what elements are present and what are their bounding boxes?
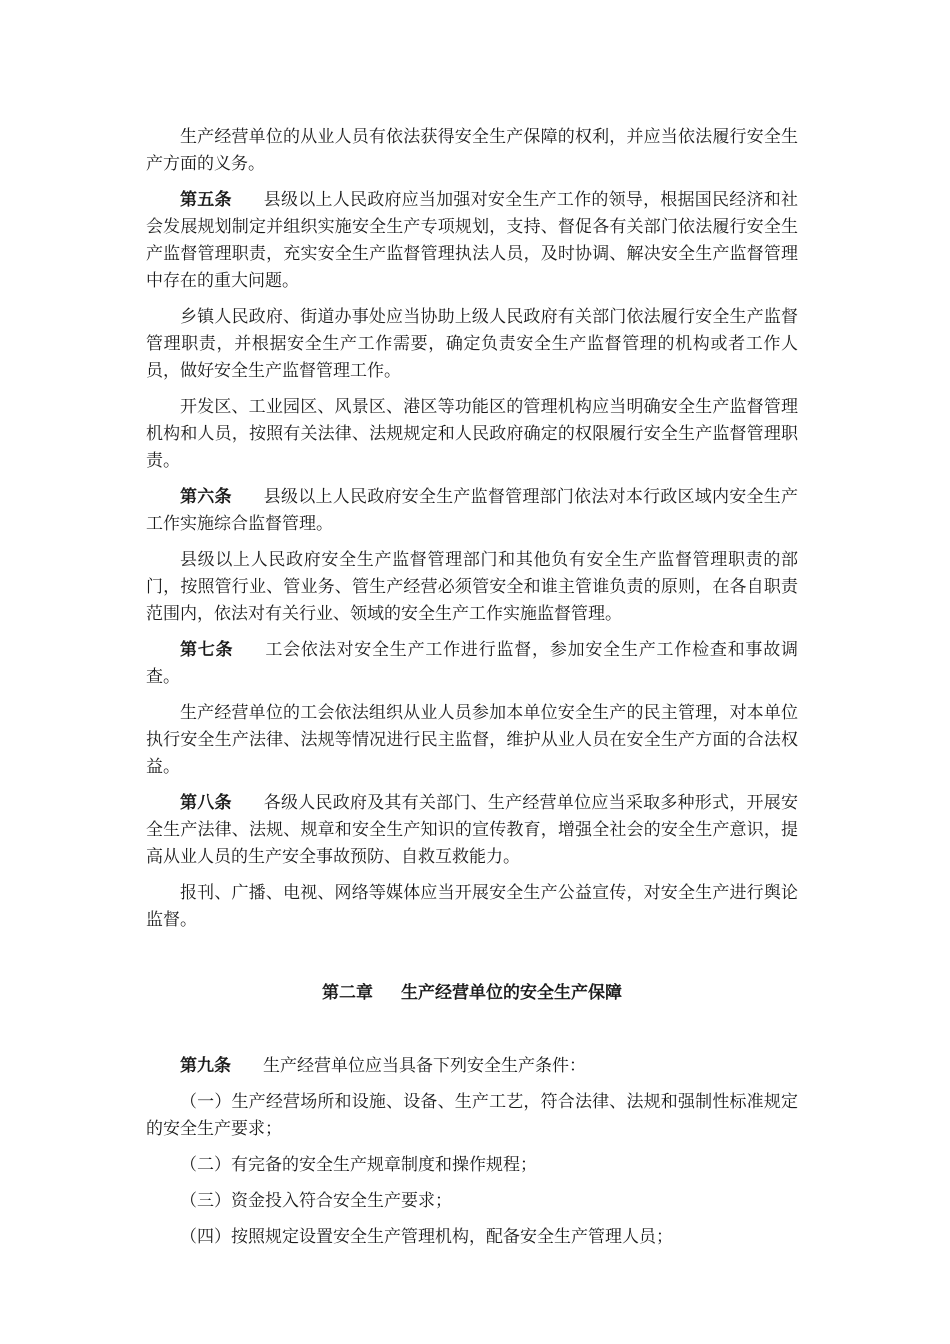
- article-label: 第六条: [180, 487, 232, 507]
- paragraphs-after-chapter: [146, 1053, 798, 1251]
- paragraph-text: 县级以上人民政府安全生产监督管理部门依法对本行政区域内安全生产工作实施综合监督管理。: [146, 487, 799, 534]
- article-label: 第九条: [180, 1056, 231, 1076]
- article-paragraph: [146, 484, 798, 538]
- paragraph: [146, 394, 798, 475]
- paragraph: [146, 304, 798, 385]
- paragraph-text: （二）有完备的安全生产规章制度和操作规程；: [180, 1155, 537, 1175]
- paragraph: [146, 547, 798, 628]
- article-label: 第五条: [180, 190, 232, 210]
- paragraph-text: 乡镇人民政府、街道办事处应当协助上级人民政府有关部门依法履行安全生产监督管理职责，并根据安全生产工作需要，确定负责安全生产监督管理的机构或者工作人员，做好安全生产监督管理工作。: [146, 307, 798, 381]
- paragraph-text: 报刊、广播、电视、网络等媒体应当开展安全生产公益宣传，对安全生产进行舆论监督。: [146, 883, 798, 930]
- paragraph-text: 县级以上人民政府安全生产监督管理部门和其他负有安全生产监督管理职责的部门，按照管行业、管业务、管生产经营必须管安全和谁主管谁负责的原则，在各自职责范围内，依法对有关行业、领域的安全生产工作实施监督管理。: [146, 550, 798, 624]
- paragraph: [146, 1188, 798, 1215]
- article-paragraph: [146, 1053, 798, 1080]
- article-label: 第七条: [180, 640, 234, 660]
- chapter-heading: [146, 980, 798, 1007]
- article-label: 第八条: [180, 793, 232, 813]
- article-paragraph: [146, 790, 798, 871]
- paragraph: [146, 1152, 798, 1179]
- paragraph-text: （三）资金投入符合安全生产要求；: [180, 1191, 452, 1211]
- paragraph-text: 生产经营单位的从业人员有依法获得安全生产保障的权利，并应当依法履行安全生产方面的义务。: [146, 127, 798, 174]
- paragraph: [146, 1224, 798, 1251]
- paragraph-text: 开发区、工业园区、风景区、港区等功能区的管理机构应当明确安全生产监督管理机构和人员，按照有关法律、法规规定和人民政府确定的权限履行安全生产监督管理职责。: [146, 397, 798, 471]
- paragraph-text: （四）按照规定设置安全生产管理机构，配备安全生产管理人员；: [180, 1227, 673, 1247]
- paragraph: [146, 880, 798, 934]
- article-paragraph: [146, 637, 798, 691]
- paragraphs-before-chapter: [146, 124, 798, 934]
- chapter-title: 生产经营单位的安全生产保障: [401, 983, 622, 1003]
- paragraph-text: 县级以上人民政府应当加强对安全生产工作的领导，根据国民经济和社会发展规划制定并组织实施安全生产专项规划，支持、督促各有关部门依法履行安全生产监督管理职责，充实安全生产监督管理执法人员，及时协调、解决安全生产监督管理中存在的重大问题。: [146, 190, 799, 291]
- paragraph-text: （一）生产经营场所和设施、设备、生产工艺，符合法律、法规和强制性标准规定的安全生产要求；: [146, 1092, 798, 1139]
- paragraph: [146, 1089, 798, 1143]
- chapter-number: 第二章: [322, 983, 373, 1003]
- paragraph-text: 生产经营单位应当具备下列安全生产条件：: [263, 1056, 586, 1076]
- paragraph-text: 工会依法对安全生产工作进行监督，参加安全生产工作检查和事故调查。: [146, 640, 798, 687]
- document-body: [146, 124, 798, 1260]
- paragraph-text: 生产经营单位的工会依法组织从业人员参加本单位安全生产的民主管理，对本单位执行安全生产法律、法规等情况进行民主监督，维护从业人员在安全生产方面的合法权益。: [146, 703, 798, 777]
- paragraph: [146, 700, 798, 781]
- paragraph: [146, 124, 798, 178]
- article-paragraph: [146, 187, 798, 295]
- paragraph-text: 各级人民政府及其有关部门、生产经营单位应当采取多种形式，开展安全生产法律、法规、规章和安全生产知识的宣传教育，增强全社会的安全生产意识，提高从业人员的生产安全事故预防、自救互救能力。: [146, 793, 799, 867]
